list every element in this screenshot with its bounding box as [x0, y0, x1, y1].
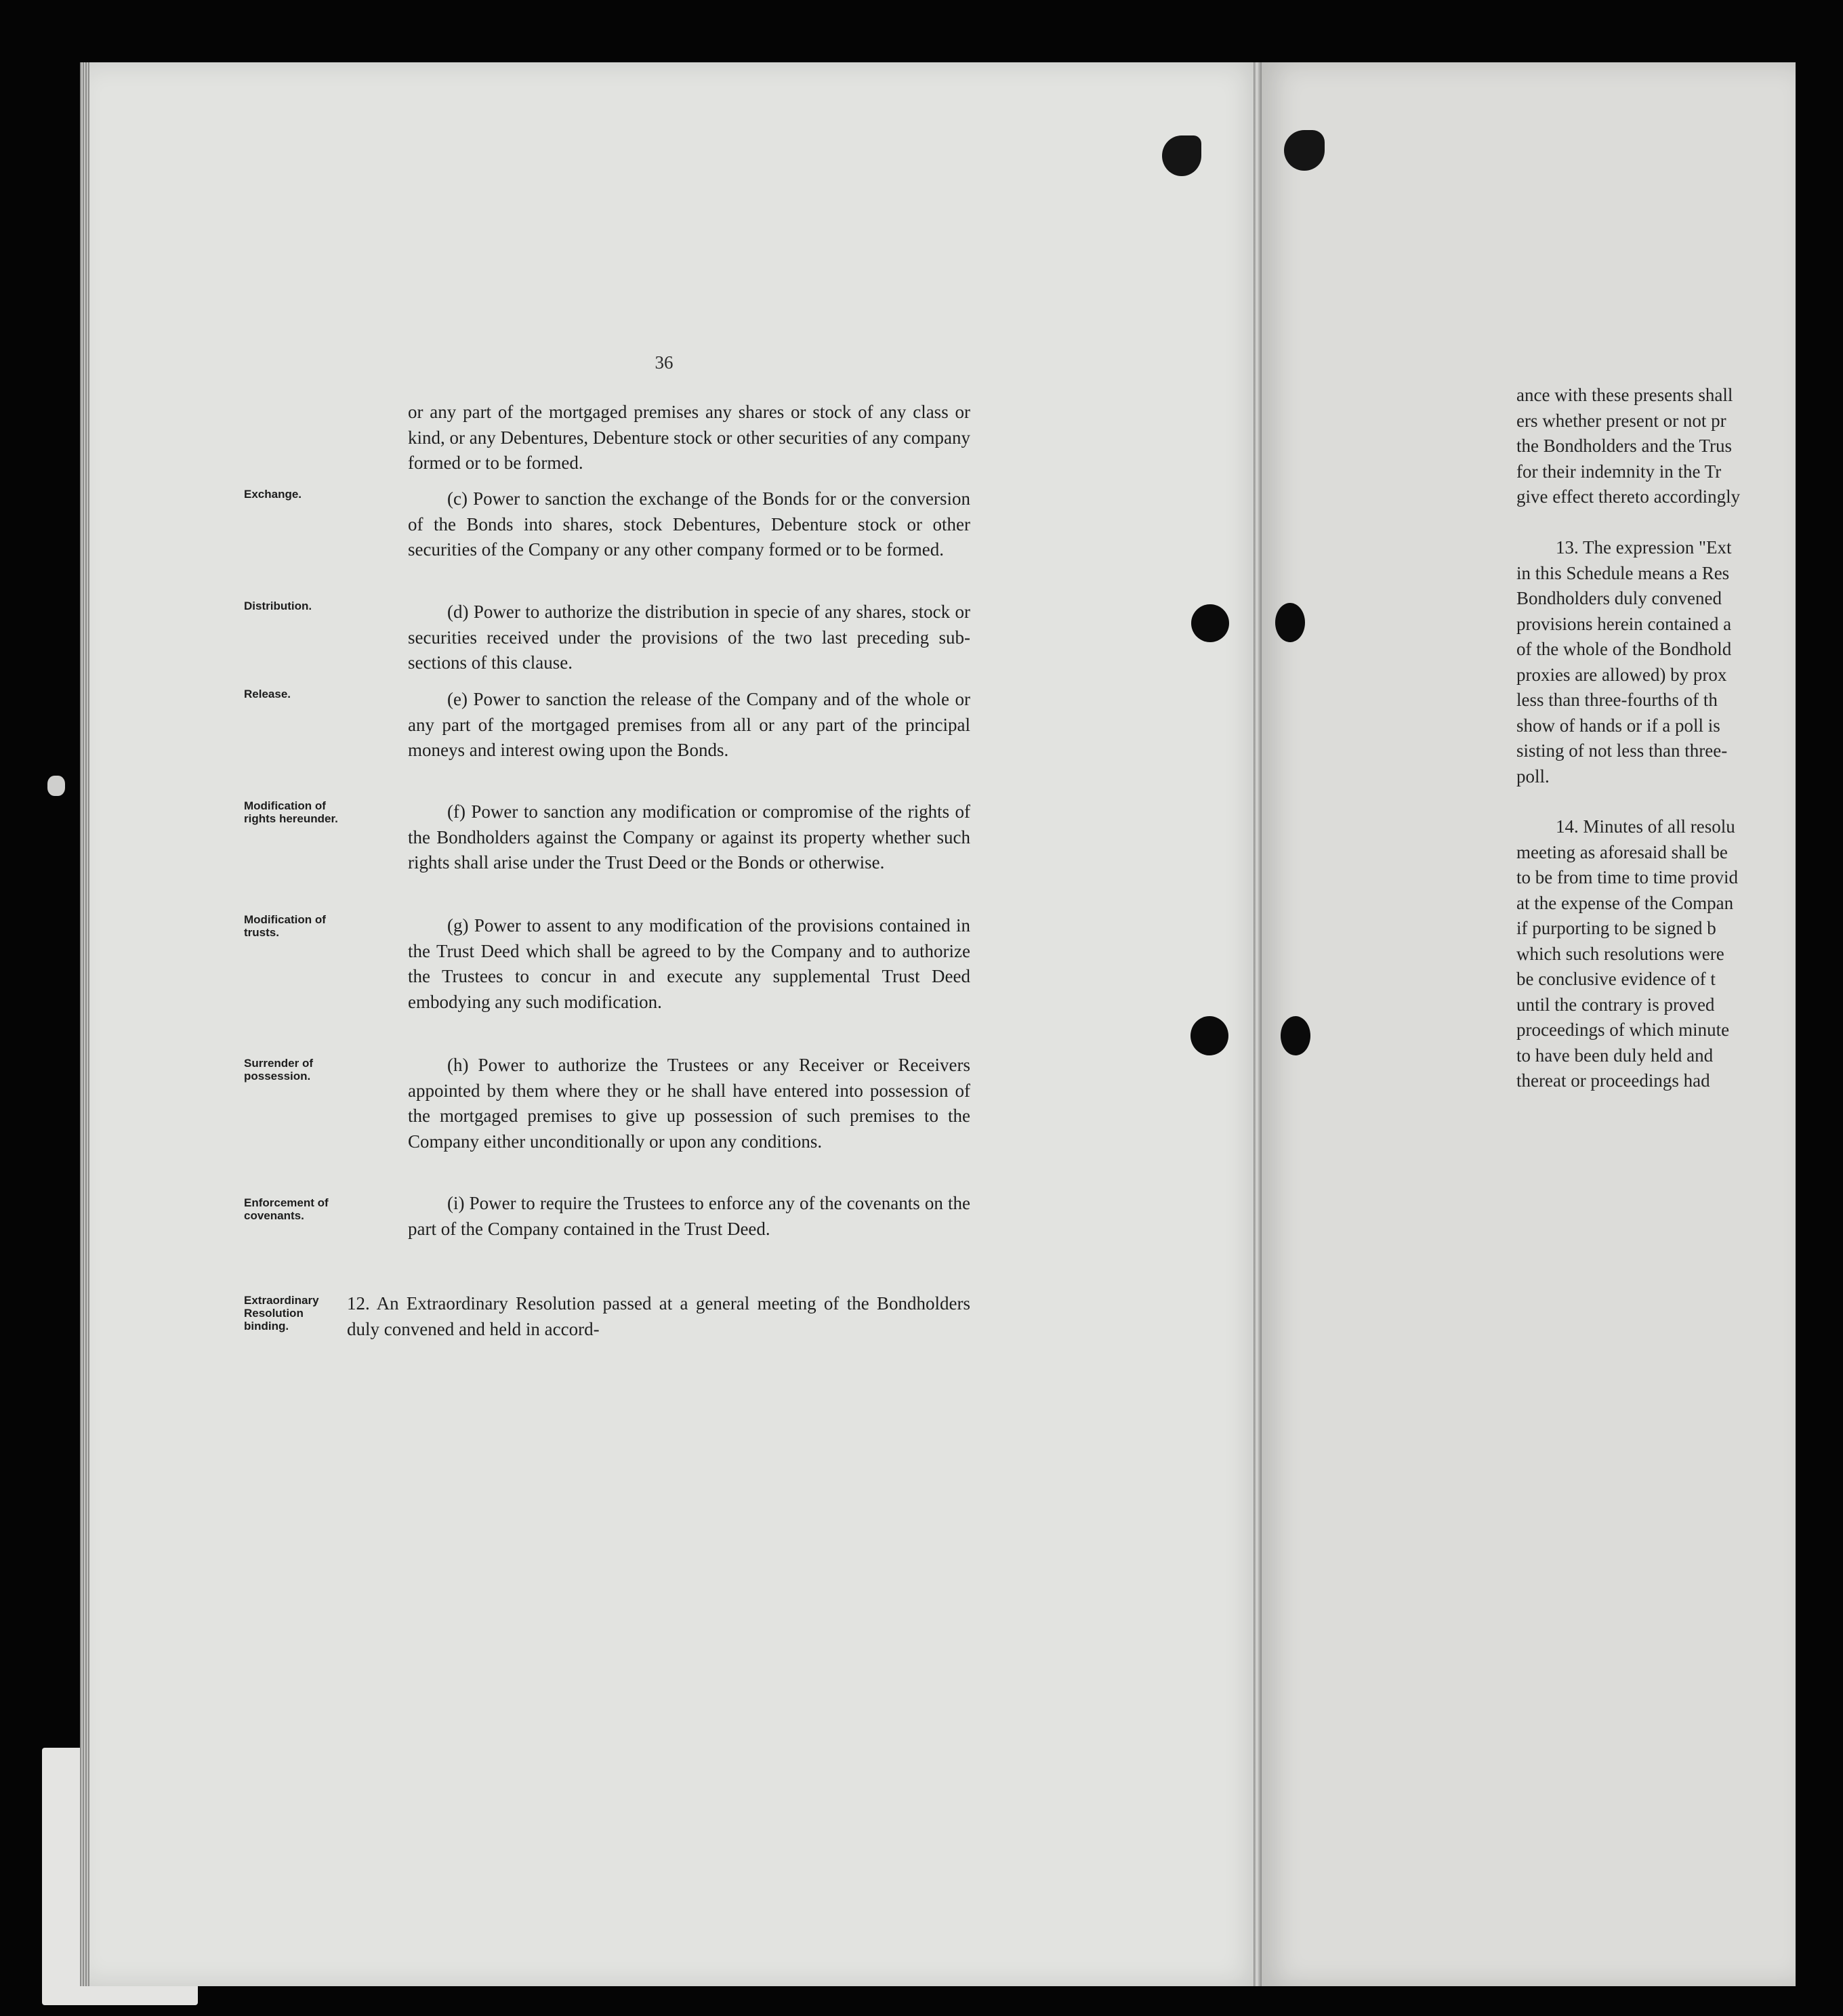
right-page-block-1	[1516, 383, 1843, 510]
margin-note-modification-rights: Modification of rights hereunder.	[244, 799, 338, 825]
intro-paragraph	[408, 400, 970, 488]
binding-hole	[1190, 1016, 1228, 1055]
page-number: 36	[655, 352, 674, 373]
text-line: poll.	[1516, 765, 1550, 786]
text-line: 14. Minutes of all resolu	[1556, 816, 1735, 837]
text-line: the Bondholders and the Trus	[1516, 436, 1733, 456]
margin-note-enforcement: Enforcement of covenants.	[244, 1196, 329, 1222]
section-exchange: (c) Power to sanction the exchange of the Bonds for or the conversion of the Bonds into shares, stock Debentures, Debenture stock or other securities of the Company or any other company formed or to be formed.	[408, 488, 970, 560]
binding-hole	[1191, 604, 1229, 642]
text-line: for their indemnity in the Tr	[1516, 461, 1722, 482]
text-line: less than three-fourths of th	[1516, 690, 1718, 710]
margin-note-modification-trusts: Modification of trusts.	[244, 913, 326, 939]
text-line: sisting of not less than three-	[1516, 740, 1728, 761]
text-line: give effect thereto accordingly	[1516, 486, 1741, 507]
section-modification-trusts: (g) Power to assent to any modification of the provisions contained in the Trust Deed which shall be agreed to by the Company and to authorize the Trustees to concur in and execute any supplemental Trust Deed embodying any such modification.	[408, 915, 970, 1012]
text-line: ers whether present or not pr	[1516, 410, 1726, 431]
text-line: proxies are allowed) by prox	[1516, 664, 1727, 685]
text-line: show of hands or if a poll is	[1516, 715, 1720, 736]
binding-hole	[1275, 603, 1305, 642]
text-line: proceedings of which minute	[1516, 1020, 1730, 1040]
section-enforcement: (i) Power to require the Trustees to enforce any of the covenants on the part of the Company contained in the Trust Deed.	[408, 1193, 970, 1239]
margin-note-release: Release.	[244, 688, 291, 700]
section-modification-rights: (f) Power to sanction any modification or compromise of the rights of the Bondholders against the Company or against its property whether such rights shall arise under the Trust Deed or the Bonds or otherwise.	[408, 801, 970, 873]
book-spine	[1254, 62, 1262, 1986]
text-line: if purporting to be signed b	[1516, 918, 1716, 938]
section-extraordinary: 12. An Extraordinary Resolution passed at a general meeting of the Bondholders duly convened and held in accord-	[347, 1293, 970, 1339]
text-line: meeting as aforesaid shall be	[1516, 841, 1728, 862]
paper-speck	[47, 776, 65, 796]
text-line: be conclusive evidence of t	[1516, 969, 1716, 989]
margin-note-exchange: Exchange.	[244, 488, 302, 501]
text-line: ance with these presents shall	[1516, 385, 1733, 405]
text-line: which such resolutions were	[1516, 943, 1724, 964]
section-distribution: (d) Power to authorize the distribution in specie of any shares, stock or securities received under the provisions of the two last preceding sub-sections of this clause.	[408, 602, 970, 673]
binding-hole	[1162, 135, 1201, 176]
binding-hole	[1284, 130, 1325, 171]
margin-note-surrender: Surrender of possession.	[244, 1057, 314, 1083]
text-line: thereat or proceedings had	[1516, 1070, 1710, 1091]
text-line: until the contrary is proved	[1516, 994, 1715, 1015]
text-line: to be from time to time provid	[1516, 867, 1738, 887]
text-line: 13. The expression "Ext	[1556, 537, 1732, 558]
text-line: Bondholders duly convened	[1516, 588, 1722, 608]
right-page-block-3	[1516, 814, 1843, 1094]
margin-note-distribution: Distribution.	[244, 600, 312, 612]
text-line: to have been duly held and	[1516, 1045, 1714, 1066]
binding-hole	[1281, 1016, 1310, 1055]
text-line: provisions herein contained a	[1516, 613, 1732, 634]
section-release: (e) Power to sanction the release of the Company and of the whole or any part of the mortgaged premises from all or any part of the principal moneys and interest owing upon the Bonds.	[408, 689, 970, 760]
right-page-block-2	[1516, 535, 1843, 789]
intro-text: or any part of the mortgaged premises any shares or stock of any class or kind, or any Debentures, Debenture stock or other securities of any company formed or to be formed.	[408, 402, 970, 473]
text-line: in this Schedule means a Res	[1516, 562, 1730, 583]
right-edge-shadow	[1796, 0, 1843, 2016]
margin-note-extraordinary: Extraordinary Resolution binding.	[244, 1294, 319, 1332]
text-line: at the expense of the Compan	[1516, 892, 1734, 913]
section-surrender: (h) Power to authorize the Trustees or any Receiver or Receivers appointed by them where they or he shall have entered into possession of the mortgaged premises to give up possession of such premises to the Company either unconditionally or upon any conditions.	[408, 1055, 970, 1152]
text-line: of the whole of the Bondhold	[1516, 639, 1732, 659]
